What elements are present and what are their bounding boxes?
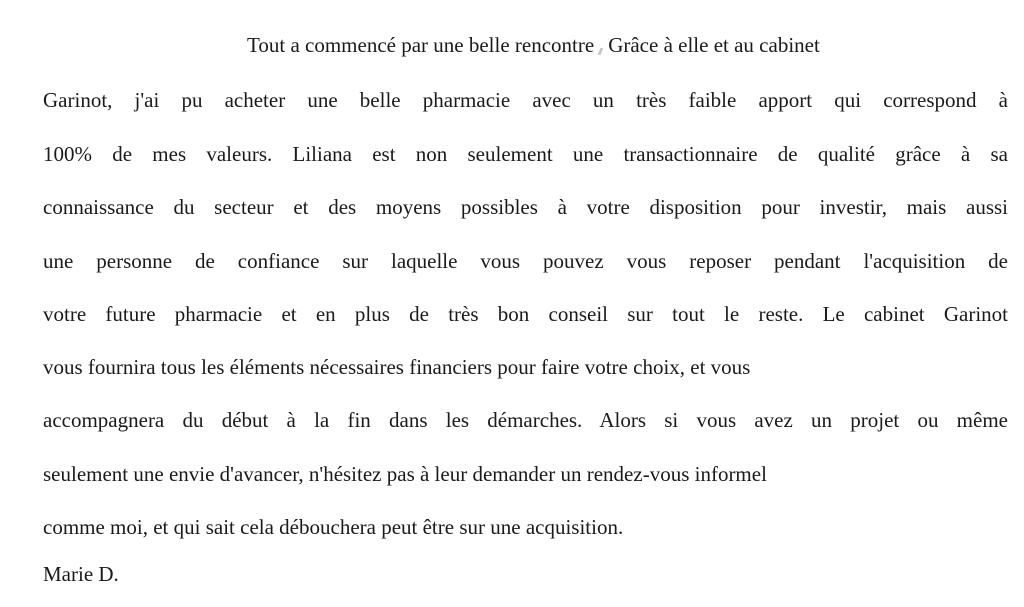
paragraph-line-7: vous fournira tous les éléments nécessaires financiers pour faire votre choix, et vous <box>43 355 751 379</box>
paragraph-line-3: 100% de mes valeurs. Liliana est non seulement une transactionnaire de qualité grâce à sa <box>43 142 1008 166</box>
paragraph-line-1a: Tout a commencé par une belle rencontre <box>247 33 595 57</box>
paragraph-line-2: Garinot, j'ai pu acheter une belle pharmacie avec un très faible apport qui correspond à <box>43 88 1008 112</box>
paragraph-line-4: connaissance du secteur et des moyens possibles à votre disposition pour investir, mais aussi <box>43 195 1008 219</box>
signature: Marie D. <box>43 562 119 586</box>
scan-artifact <box>598 48 604 55</box>
paragraph-line-10: comme moi, et qui sait cela débouchera peut être sur une acquisition. <box>43 515 624 539</box>
paragraph-line-1 <box>247 33 820 57</box>
paragraph-line-6: votre future pharmacie et en plus de très bon conseil sur tout le reste. Le cabinet Garinot <box>43 302 1008 326</box>
paragraph-line-8: accompagnera du début à la fin dans les démarches. Alors si vous avez un projet ou même <box>43 408 1008 432</box>
paragraph-line-1b: Grâce à elle et au cabinet <box>608 33 820 57</box>
paragraph-line-9: seulement une envie d'avancer, n'hésitez pas à leur demander un rendez-vous informel <box>43 462 767 486</box>
paragraph-line-5: une personne de confiance sur laquelle vous pouvez vous reposer pendant l'acquisition de <box>43 249 1008 273</box>
